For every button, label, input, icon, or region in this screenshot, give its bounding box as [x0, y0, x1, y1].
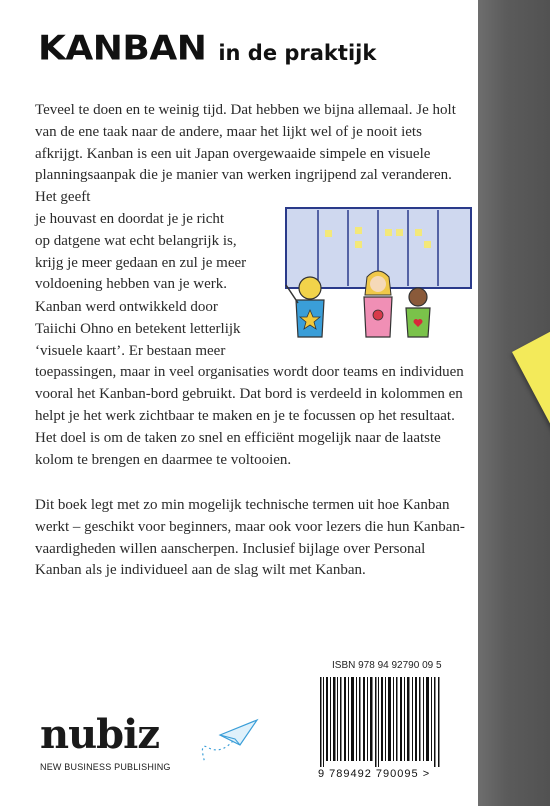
paragraph-intro-text: Teveel te doen en te weinig tijd. Dat hebben we bijna allemaal. Je holt van de ene taak naar de andere, maar het lijkt wel of je nooit iets afkrijgt. Kanban is een uit Japan overgewaaide simpele en visuele planningsaanpak die je manier van werken ingrijpend zal veranderen. Het geeft [35, 102, 456, 206]
paragraph-origin-line: ‘visuele kaart’. Er bestaan meer [35, 342, 226, 359]
barcode-digits: 9 789492 790095 > [318, 768, 431, 780]
publisher-tagline: NEW BUSINESS PUBLISHING [40, 762, 171, 772]
isbn-text: ISBN 978 94 92790 09 5 [332, 660, 442, 671]
paragraph-book: Dit boek legt met zo min mogelijk technische termen uit hoe Kanban werkt – geschikt voor beginners, maar ook voor lezers die hun Kanban-vaardigheden willen aanscherpen. Inclusief bijlage over Personal Kanban als je individueel aan de slag wilt met Kanban. [35, 497, 465, 579]
paragraph-intro-line: voldoening hebben van je werk. [35, 276, 228, 293]
paragraph-origin-line: Kanban werd ontwikkeld door [35, 299, 218, 315]
paragraph-intro-line: op datgene wat echt belangrijk is, [35, 232, 237, 249]
barcode [320, 677, 440, 767]
paragraph-origin-line: Taiichi Ohno en betekent letterlijk [35, 320, 241, 337]
publisher-logo: nubiz [40, 711, 160, 758]
paper-plane-icon [195, 715, 265, 775]
book-title [38, 28, 376, 69]
paragraph-intro-line: je houvast en doordat je je richt [35, 210, 225, 227]
title-subtitle: in de praktijk [218, 41, 377, 65]
title-main: KANBAN [38, 29, 207, 68]
paragraph-origin-text: toepassingen, maar in veel organisaties wordt door teams en individuen vooral het Kanban-bord gebruikt. Dat bord is verdeeld in kolommen en helpt je het werk zichtbaar te maken en je te focussen op het resultaat. Het doel is om de taken zo snel en efficiënt mogelijk naar de laatste kolom te brengen en daarmee te voltooien. [35, 364, 464, 468]
paragraph-intro-line: krijg je meer gedaan en zul je meer [35, 254, 247, 271]
kanban-board-illustration [268, 205, 478, 345]
